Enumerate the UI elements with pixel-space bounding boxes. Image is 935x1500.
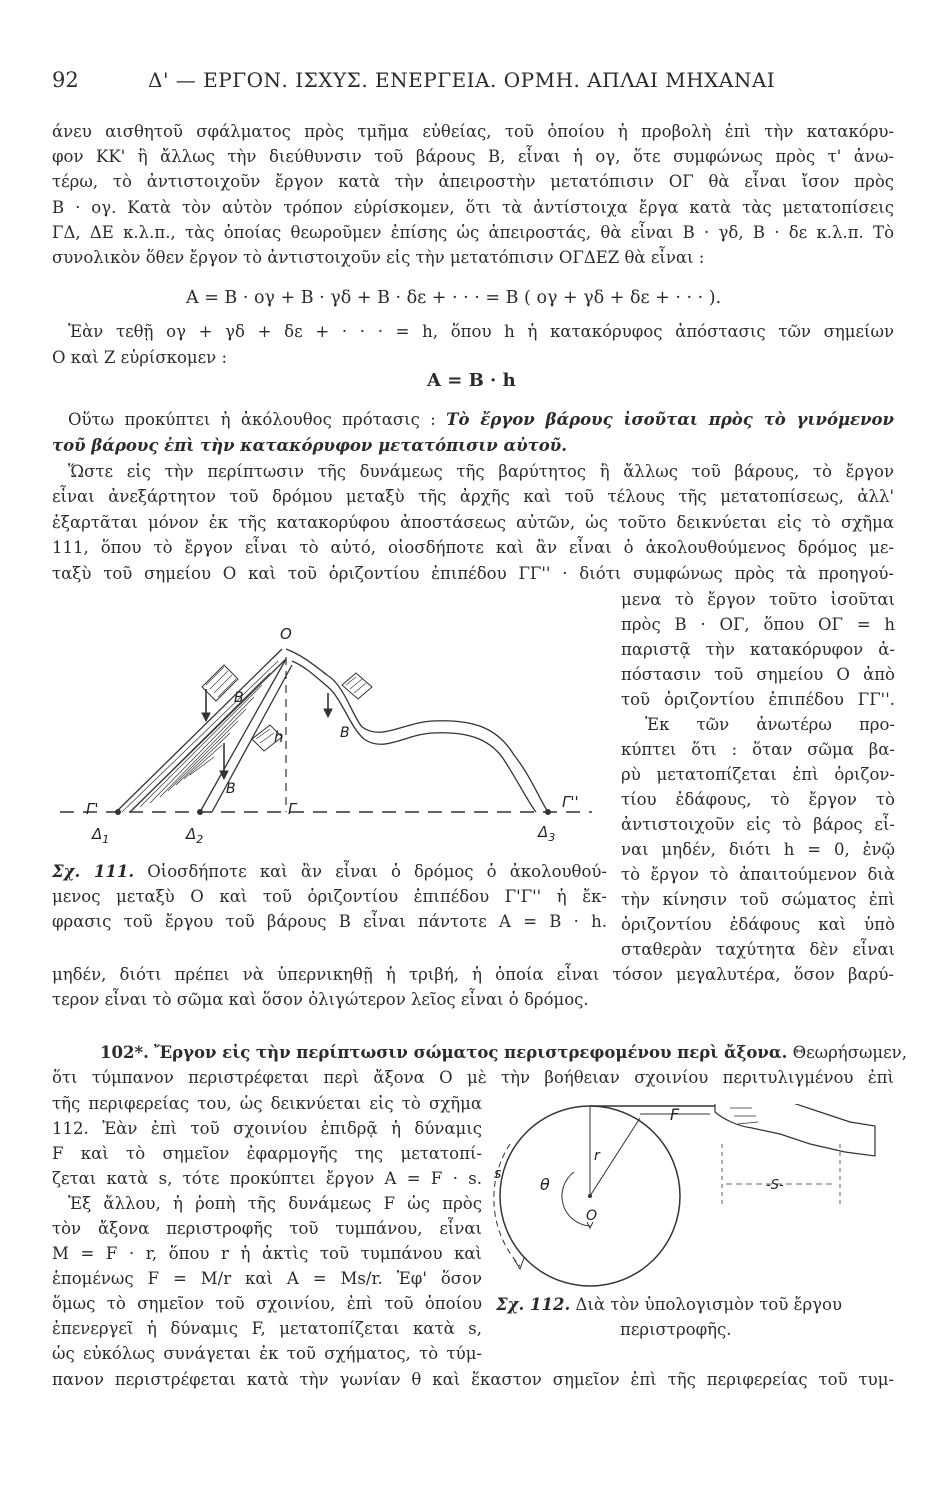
text-line: ἐπενεργεῖ ἡ δύναμις F, μετατοπίζεται κατὰ s, <box>52 1319 482 1338</box>
point-d2 <box>197 809 203 815</box>
figure-112-caption-number: Σχ. 112. <box>496 1295 571 1314</box>
text-line: τὸν ἄξονα περιστροφῆς τοῦ τυμπάνου, εἶναι <box>52 1219 482 1238</box>
section-title: Ἔργον εἰς τὴν περίπτωσιν σώματος περιστρεφομένου περὶ ἄξονα. <box>154 1043 788 1062</box>
text-line: τέρω, τὸ ἀντιστοιχοῦν ἔργον κατὰ τὴν ἀπειροστὴν μετατόπισιν ΟΓ θὰ εἶναι ἴσον πρὸς <box>52 172 894 191</box>
weight-block-1 <box>202 665 238 721</box>
text-line: παριστᾷ τὴν κατακόρυφον ἀ- <box>621 640 895 659</box>
center-point <box>588 1194 592 1198</box>
equation-work-sum: Α = Β · ογ + Β · γδ + Β · δε + · · · = Β ( ογ + γδ + δε + · · · ). <box>186 288 722 308</box>
text-line: τὸ ἔργον τὸ ἀπαιτούμενον διὰ <box>621 865 895 884</box>
text-line: ταξὺ τοῦ σημείου Ο καὶ τοῦ ὁριζοντίου ἐπιπέδου ΓΓ'' · διότι συμφώνως πρὸς τὰ προηγού- <box>52 564 894 583</box>
path-straight-slope <box>116 649 286 812</box>
figure-111-caption-text: Οἱοσδήποτε καὶ ἂν εἶναι ὁ δρόμος ὁ ἀκολουθού- <box>147 862 608 881</box>
proposition-line <box>68 410 894 429</box>
label-gamma-left: Γ' <box>86 800 99 818</box>
text-line: ἀντιστοιχοῦν εἰς τὸ βάρος εἶ- <box>621 815 895 834</box>
figure-112-caption-line: περιστροφῆς. <box>620 1320 732 1339</box>
text-line: τερον εἶναι τὸ σῶμα καὶ ὅσον ὀλιγώτερον λεῖος εἶναι ὁ δρόμος. <box>52 990 589 1009</box>
label-delta-2: $\Delta_2$ <box>186 825 204 846</box>
text-line: M = F · r, ὅπου r ἡ ἀκτὶς τοῦ τυμπάνου καὶ <box>52 1244 482 1263</box>
figure-111-caption-line: φρασις τοῦ ἔργου τοῦ βάρους Β εἶναι πάντοτε Α = Β · h. <box>52 912 607 931</box>
point-d1 <box>115 809 121 815</box>
label-gamma-right: Γ'' <box>562 793 579 811</box>
text-line: ζεται κατὰ s, τότε προκύπτει ἔργον Α = F · s. <box>52 1169 482 1188</box>
label-h: h <box>274 728 284 746</box>
section-number: 102*. <box>100 1043 149 1062</box>
text-line: ὁριζοντίου ἐδάφους καὶ ὑπὸ <box>621 915 895 934</box>
text-line: Ο καὶ Ζ εὑρίσκομεν : <box>52 348 228 367</box>
text-line: μενα τὸ ἔργον τοῦτο ἰσοῦται <box>621 590 895 609</box>
text-line: τῆς περιφερείας του, ὡς δεικνύεται εἰς τὸ σχῆμα <box>52 1094 482 1113</box>
text-line: πόστασιν τοῦ σημείου Ο ἀπὸ <box>621 665 895 684</box>
section-102-heading <box>100 1043 907 1062</box>
text-line: σταθερὰν ταχύτητα δὲν εἶναι <box>621 940 895 959</box>
text-line: ΓΔ, ΔΕ κ.λ.π., τὰς ὁποίας θεωροῦμεν ἐπίσης ὡς ἀπειροστάς, θὰ εἶναι Β · γδ, Β · δε κ.λ.π. Τὸ <box>52 223 894 242</box>
text-line: μηδέν, διότι πρέπει νὰ ὑπερνικηθῇ ἡ τριβή, ἡ ὁποία εἶναι τόσον μεγαλυτέρα, ὅσον βαρύ- <box>52 965 894 984</box>
label-delta-3: $\Delta_3$ <box>538 823 556 844</box>
label-delta-1: $\Delta_1$ <box>92 825 110 846</box>
label-f: F <box>670 1105 680 1124</box>
label-o: O <box>280 625 292 643</box>
weight-block-2 <box>220 725 282 779</box>
text-line: φον ΚΚ' ἢ ἄλλως τὴν διεύθυνσιν τοῦ βάρους Β, εἶναι ἡ ογ, ὅτε συμφώνως πρὸς τ' ἀνω- <box>52 147 894 166</box>
proposition-statement-cont: τοῦ βάρους ἐπὶ τὴν κατακόρυφον μετατόπισιν αὐτοῦ. <box>52 436 567 455</box>
text-line: συνολικὸν ὅθεν ἔργον τὸ ἀντιστοιχοῦν εἰς τὴν μετατόπισιν ΟΓΔΕΖ θὰ εἶναι : <box>52 248 705 267</box>
section-first-line-tail: Θεωρήσωμεν, <box>792 1043 907 1062</box>
equation-a-equals-bh: A = B · h <box>427 370 516 391</box>
label-r: r <box>594 1148 600 1164</box>
label-gamma-mid: Γ <box>288 800 297 818</box>
text-line: τίου ἐδάφους, τὸ ἔργον τὸ <box>621 790 895 809</box>
text-line: πανον περιστρέφεται κατὰ τὴν γωνίαν θ καὶ ἕκαστον σημεῖον ἐπὶ τῆς περιφερείας τοῦ τυμ- <box>52 1370 894 1389</box>
text-line: Ἐκ τῶν ἀνωτέρω προ- <box>645 715 895 734</box>
running-title: Δ' — ΕΡΓΟΝ. ΙΣΧΥΣ. ΕΝΕΡΓΕΙΑ. ΟΡΜΗ. ΑΠΛΑΙ ΜΗΧΑΝΑΙ <box>148 68 776 92</box>
figure-112-caption-text: Διὰ τὸν ὑπολογισμὸν τοῦ ἔργου <box>575 1295 843 1314</box>
text-line: εἶναι ἀνεξάρτητον τοῦ δρόμου μεταξὺ τῆς ἀρχῆς καὶ τοῦ τέλους τῆς μετατοπίσεως, ἀλλ' <box>52 487 894 506</box>
proposition-intro: Οὕτω προκύπτει ἡ ἀκόλουθος πρότασις : <box>68 410 436 429</box>
text-line: Ὥστε εἰς τὴν περίπτωσιν τῆς δυνάμεως τῆς βαρύτητος ἢ ἄλλως τοῦ βάρους, τὸ ἔργον <box>68 462 894 481</box>
text-line: Β · ογ. Κατὰ τὸν αὐτὸν τρόπον εὑρίσκομεν, ὅτι τὰ ἀντίστοιχα ἔργα κατὰ τὰς μετατοπίσεις <box>52 198 894 217</box>
page-number: 92 <box>52 68 79 92</box>
text-line: 111, ὅπου τὸ ἔργον εἶναι τὸ αὐτό, οἱοσδήποτε καὶ ἂν εἶναι ὁ ἀκολουθούμενος δρόμος με- <box>52 538 894 557</box>
text-line: ὅτι τύμπανον περιστρέφεται περὶ ἄξονα Ο μὲ τὴν βοήθειαν σχοινίου περιτυλιγμένου ἐπὶ <box>52 1068 894 1087</box>
label-b2: B <box>226 781 236 797</box>
label-s-displacement: -S- <box>766 1178 784 1193</box>
figure-111-caption-number: Σχ. 111. <box>52 862 135 881</box>
text-line: τὴν κίνησιν τοῦ σώματος ἐπὶ <box>621 890 895 909</box>
text-line: τοῦ ὁριζοντίου ἐπιπέδου ΓΓ''. <box>621 690 895 709</box>
figure-111-caption-line: μενος μεταξὺ Ο καὶ τοῦ ὁριζοντίου ἐπιπέδου Γ'Γ'' ἡ ἔκ- <box>52 887 607 906</box>
text-line: F καὶ τὸ σημεῖον ἐφαρμογῆς της μετατοπί- <box>52 1144 482 1163</box>
point-d3 <box>545 809 551 815</box>
figure-112-diagram <box>490 1104 895 1294</box>
label-o: O <box>586 1208 598 1224</box>
text-line: ναι μηδέν, διότι h = 0, ἐνῷ <box>621 840 895 859</box>
text-line: Ἐὰν τεθῇ ογ + γδ + δε + · · · = h, ὅπου h ἡ κατακόρυφος ἀπόστασις τῶν σημείων <box>68 322 894 341</box>
text-line: ἑπομένως F = M/r καὶ A = Ms/r. Ἐφ' ὅσον <box>52 1269 482 1288</box>
label-theta: θ <box>540 1175 550 1194</box>
proposition-statement: Τὸ ἔργον βάρους ἰσοῦται πρὸς τὸ γινόμενον <box>446 410 894 429</box>
label-b1: B <box>234 690 244 706</box>
weight-block-3 <box>324 673 372 717</box>
text-line: ρὺ μετατοπίζεται ἐπὶ ὁριζον- <box>621 765 895 784</box>
text-line: ἐξαρτᾶται μόνον ἐκ τῆς κατακορύφου ἀποστάσεως αὐτῶν, ὡς τοῦτο δεικνύεται εἰς τὸ σχῆμα <box>52 513 894 532</box>
text-line: Ἐξ ἄλλου, ἡ ῥοπὴ τῆς δυνάμεως F ὡς πρὸς <box>68 1194 482 1213</box>
path-curved-hills <box>286 649 548 812</box>
label-s-arc: s <box>494 1166 502 1182</box>
label-b3: B <box>340 725 350 741</box>
text-line: ὡς εὐκόλως συνάγεται ἐκ τοῦ σχήματος, τὸ τύμ- <box>52 1344 482 1363</box>
text-line: κύπτει ὅτι : ὅταν σῶμα βα- <box>621 740 895 759</box>
figure-111-caption-line <box>52 862 607 881</box>
text-line: άνευ αισθητοῦ σφάλματος πρὸς τμῆμα εὐθείας, τοῦ ὁποίου ἡ προβολὴ ἐπὶ τὴν κατακόρυ- <box>52 122 894 141</box>
text-line: ὅμως τὸ σημεῖον τοῦ σχοινίου, ἐπὶ τοῦ ὁποίου <box>52 1294 482 1313</box>
hand-icon <box>715 1104 875 1156</box>
figure-112-caption <box>496 1295 842 1314</box>
figure-111-diagram <box>52 615 612 850</box>
text-line: πρὸς Β · ΟΓ, ὅπου ΟΓ = h <box>621 615 895 634</box>
text-line: 112. Ἐὰν ἐπὶ τοῦ σχοινίου ἐπιδρᾷ ἡ δύναμις <box>52 1119 482 1138</box>
